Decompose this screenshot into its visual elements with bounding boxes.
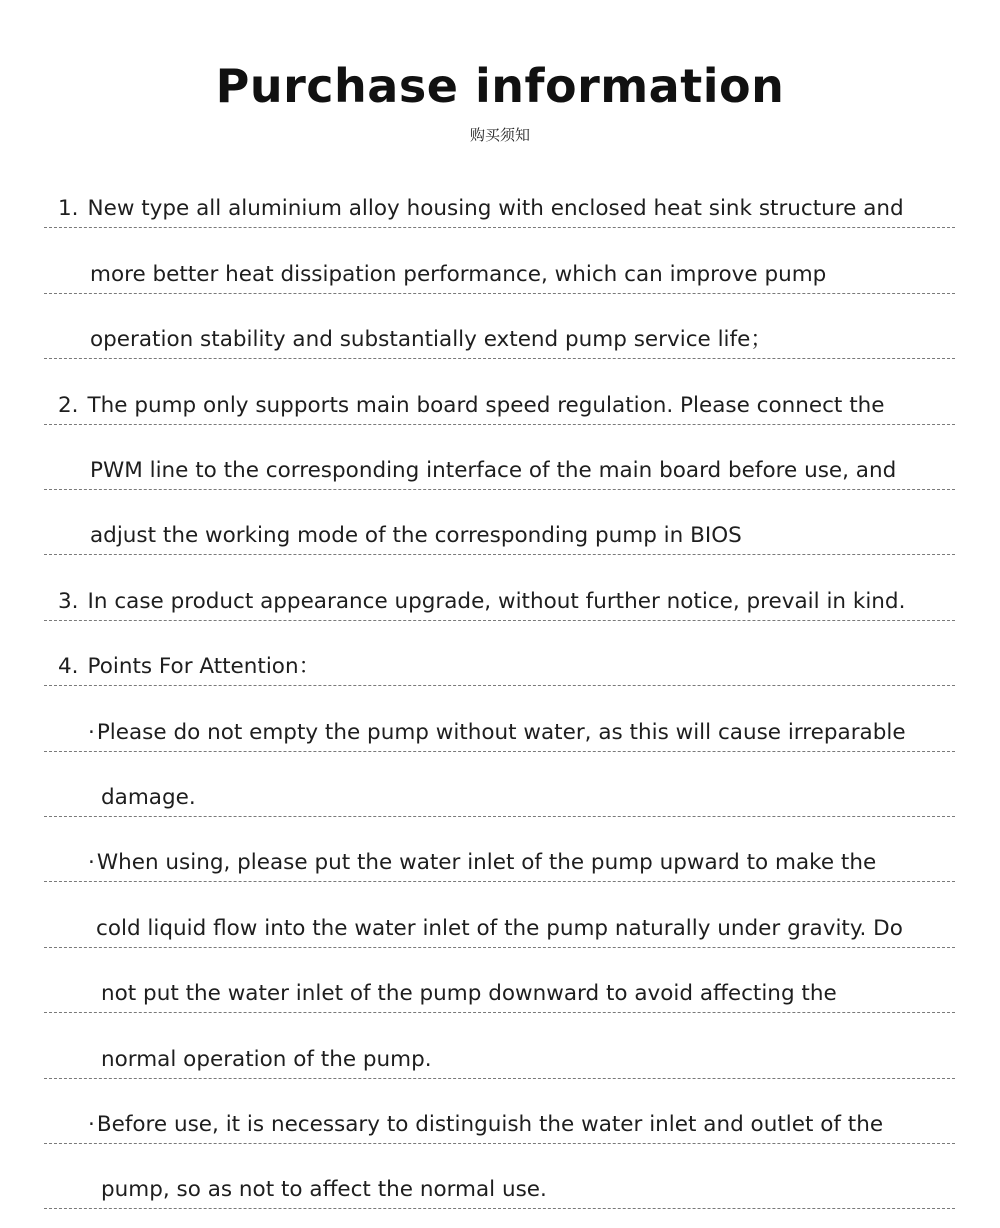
note-2-line-2: cold liquid flow into the water inlet of the pump naturally under gravity. Do — [96, 915, 903, 941]
ruled-line — [0, 228, 1000, 293]
ruled-line — [0, 1013, 1000, 1078]
item-2-line-3: adjust the working mode of the corresponding pump in BIOS — [90, 523, 742, 549]
item-4-line-1: 4. Points For Attention： — [58, 654, 321, 680]
page-subtitle: 购买须知 — [469, 126, 530, 144]
note-1-line-2: damage. — [101, 784, 196, 810]
note-2-line-1: ·When using, please put the water inlet of the pump upward to make the — [88, 850, 877, 876]
ruled-line — [0, 686, 1000, 751]
note-2-line-3: not put the water inlet of the pump downward to avoid affecting the — [101, 981, 837, 1007]
item-2-line-2: PWM line to the corresponding interface of the main board before use, and — [90, 457, 897, 483]
bullet-icon: · — [88, 719, 95, 745]
item-number: 1. — [58, 196, 79, 222]
item-number: 2. — [58, 392, 79, 418]
bullet-icon: · — [88, 1111, 95, 1137]
bullet-icon: · — [88, 850, 95, 876]
ruled-line — [0, 948, 1000, 1013]
ruled-line — [0, 882, 1000, 947]
item-number: 4. — [58, 654, 79, 680]
page-title: Purchase information — [215, 59, 785, 113]
item-2-line-1: 2. The pump only supports main board speed regulation. Please connect the — [58, 392, 885, 418]
ruled-line — [0, 1079, 1000, 1144]
ruled-line — [0, 425, 1000, 490]
ruled-line — [0, 1144, 1000, 1209]
item-1-line-3: operation stability and substantially extend pump service life； — [90, 327, 772, 353]
ruled-line — [0, 752, 1000, 817]
note-3-line-2: pump, so as not to affect the normal use. — [101, 1177, 547, 1203]
item-3-line-1: 3. In case product appearance upgrade, without further notice, prevail in kind. — [58, 588, 906, 614]
item-1-line-2: more better heat dissipation performance, which can improve pump — [90, 261, 827, 287]
note-3-line-1: ·Before use, it is necessary to distinguish the water inlet and outlet of the — [88, 1111, 884, 1137]
ruled-line — [0, 621, 1000, 686]
ruled-line — [0, 490, 1000, 555]
ruled-line — [0, 359, 1000, 424]
note-1-line-1: ·Please do not empty the pump without water, as this will cause irreparable — [88, 719, 906, 745]
ruled-line — [0, 817, 1000, 882]
ruled-line — [0, 294, 1000, 359]
item-number: 3. — [58, 588, 79, 614]
ruled-line — [0, 555, 1000, 620]
note-2-line-4: normal operation of the pump. — [101, 1046, 432, 1072]
item-1-line-1: 1. New type all aluminium alloy housing with enclosed heat sink structure and — [58, 196, 904, 222]
ruled-line — [0, 163, 1000, 228]
